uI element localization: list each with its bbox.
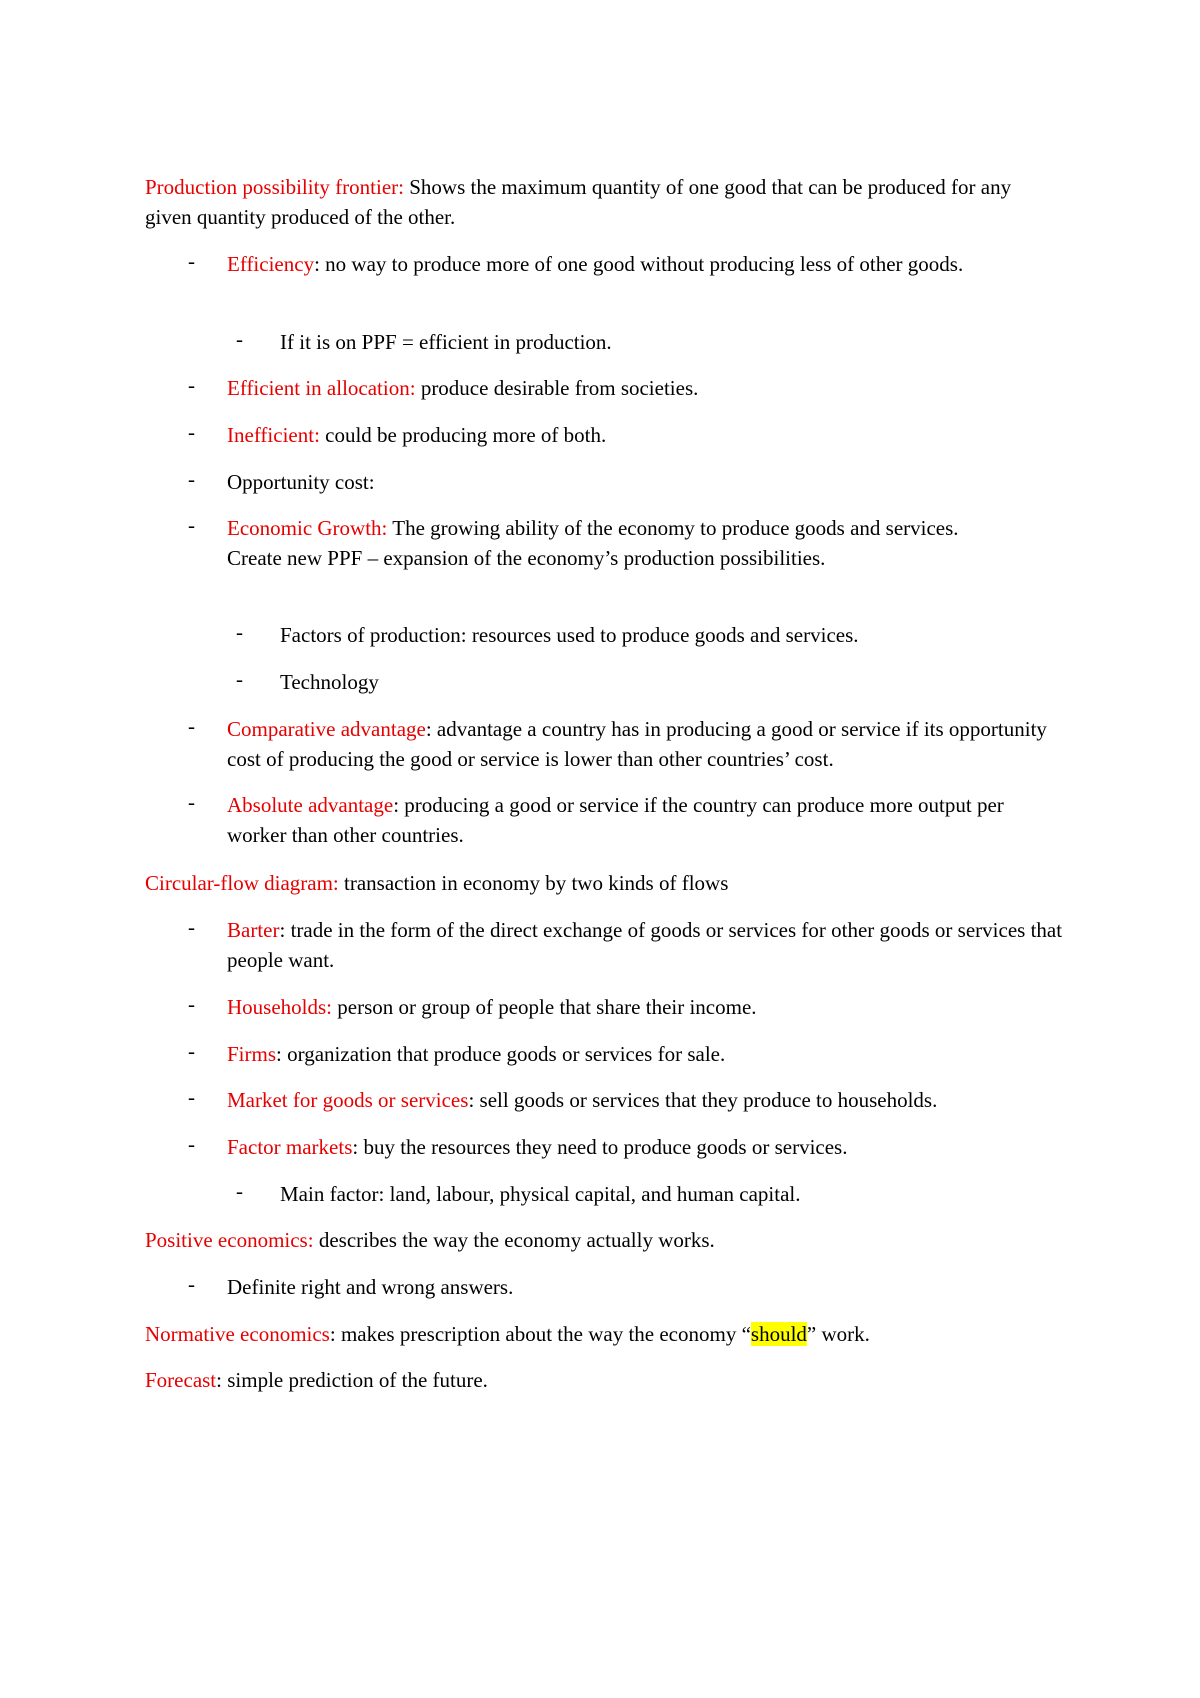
definition-text: could be producing more of both. [319,423,607,447]
list-item [227,513,1037,573]
definition-text: produce desirable from societies. [415,376,699,400]
term-label: Barter [227,918,280,942]
bullet-dash: - [236,667,243,691]
list-item [280,620,1060,650]
highlighted-word: should [750,1322,807,1346]
term-label: Normative economics [145,1322,330,1346]
bullet-dash: - [188,467,195,491]
list-item [227,1272,1077,1302]
item-text: Technology [280,670,379,694]
item-text: If it is on PPF = efficient in production. [280,330,612,354]
term-label: Households: [227,995,332,1019]
bullet-dash: - [188,513,195,537]
term-label: Forecast [145,1368,217,1392]
definition-text: : producing a good or service if the country can produce more output per worker than other countries. [227,793,1004,847]
item-text: Main factor: land, labour, physical capital, and human capital. [280,1182,801,1206]
paragraph-ppf [145,172,1025,232]
list-item [227,249,1057,279]
definition-text-after: ” work. [806,1322,870,1346]
bullet-dash: - [188,1085,195,1109]
definition-text: The growing ability of the economy to produce goods and services. [387,516,959,540]
bullet-dash: - [188,373,195,397]
term-label: Positive economics: [145,1228,314,1252]
term-label: Efficient in allocation: [227,376,416,400]
list-item [227,714,1077,774]
term-label: Circular-flow diagram: [145,871,339,895]
definition-text: describes the way the economy actually works. [313,1228,715,1252]
list-item [227,467,1057,497]
term-label: Factor markets [227,1135,353,1159]
term-label: Comparative advantage [227,717,426,741]
bullet-dash: - [188,1039,195,1063]
list-item [280,1179,1080,1209]
paragraph-normative-economics [145,1319,1075,1349]
definition-text: : simple prediction of the future. [216,1368,488,1392]
term-label: Economic Growth: [227,516,388,540]
list-item [280,327,1060,357]
definition-text: person or group of people that share their income. [332,995,757,1019]
definition-text: : no way to produce more of one good without producing less of other goods. [314,252,964,276]
list-item [227,1132,1077,1162]
bullet-dash: - [188,915,195,939]
list-item [227,1039,1077,1069]
bullet-dash: - [188,420,195,444]
bullet-dash: - [188,249,195,273]
list-item [227,790,1057,850]
list-item [227,373,1057,403]
list-item [227,915,1067,975]
paragraph-forecast [145,1365,1075,1395]
bullet-dash: - [188,714,195,738]
bullet-dash: - [236,620,243,644]
list-item [280,667,1060,697]
paragraph-circular-flow [145,868,1075,898]
bullet-dash: - [188,1272,195,1296]
item-text: Factors of production: resources used to produce goods and services. [280,623,859,647]
list-item [227,992,1077,1022]
definition-text: transaction in economy by two kinds of flows [338,871,729,895]
definition-text: : trade in the form of the direct exchange of goods or services for other goods or services that people want. [227,918,1063,972]
term-label: Firms [227,1042,277,1066]
item-text: Opportunity cost: [227,470,375,494]
bullet-dash: - [236,1179,243,1203]
list-item [227,1085,1127,1115]
item-text: Definite right and wrong answers. [227,1275,514,1299]
term-label: Production possibility frontier: [145,175,404,199]
definition-text: : organization that produce goods or services for sale. [276,1042,726,1066]
definition-text-line2: Create new PPF – expansion of the economy’s production possibilities. [227,546,826,570]
bullet-dash: - [236,327,243,351]
definition-text: : advantage a country has in producing a good or service if its opportunity cost of producing the good or service is lower than other countries’ cost. [227,717,1047,771]
list-item [227,420,1057,450]
bullet-dash: - [188,992,195,1016]
term-label: Absolute advantage [227,793,394,817]
bullet-dash: - [188,1132,195,1156]
term-label: Inefficient: [227,423,320,447]
definition-text: : buy the resources they need to produce goods or services. [352,1135,848,1159]
definition-text: Shows the maximum quantity of one good that can be produced for any given quantity produced of the other. [145,175,1012,229]
bullet-dash: - [188,790,195,814]
definition-text: : sell goods or services that they produce to households. [468,1088,938,1112]
definition-text: : makes prescription about the way the economy “ [329,1322,751,1346]
paragraph-positive-economics [145,1225,1075,1255]
term-label: Market for goods or services [227,1088,469,1112]
term-label: Efficiency [227,252,315,276]
